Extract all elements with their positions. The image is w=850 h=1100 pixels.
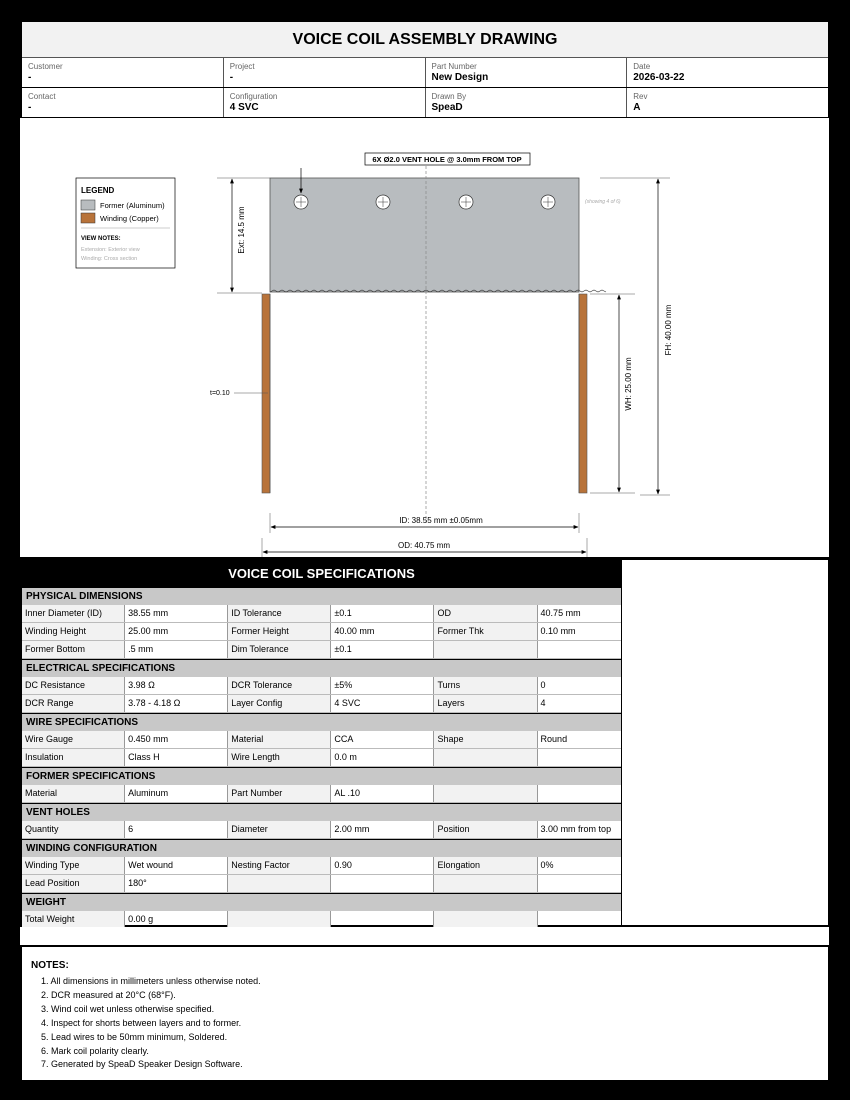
spec-label: Inner Diameter (ID) [22, 605, 125, 622]
spec-section-header: WIRE SPECIFICATIONS [22, 713, 621, 731]
spec-label [434, 749, 537, 766]
spec-label: Wire Length [228, 749, 331, 766]
vent-hole [541, 195, 555, 209]
spec-label: Turns [434, 677, 537, 694]
drawn-by-cell [426, 88, 628, 117]
spec-section-header: VENT HOLES [22, 803, 621, 821]
legend-winding-swatch [81, 213, 95, 223]
spec-value: 4 SVC [331, 695, 434, 712]
spec-value: CCA [331, 731, 434, 748]
spec-label: Elongation [434, 857, 537, 874]
specifications-title: VOICE COIL SPECIFICATIONS [22, 560, 621, 587]
voice-coil-drawing [20, 118, 829, 557]
info-value: 4 SVC [229, 102, 259, 113]
info-label: Contact [28, 92, 56, 101]
spec-label: Winding Height [22, 623, 125, 640]
spec-label: Quantity [22, 821, 125, 838]
spec-value: Aluminum [125, 785, 228, 802]
spec-label: Nesting Factor [228, 857, 331, 874]
spec-label: Position [434, 821, 537, 838]
winding-left [262, 294, 270, 493]
spec-value: 0 [540, 680, 546, 690]
info-value: - [229, 72, 234, 83]
contact-cell [22, 88, 224, 117]
note-item: 1. All dimensions in millimeters unless otherwise noted. [41, 976, 261, 986]
spec-value [538, 911, 621, 928]
table-row [22, 749, 621, 767]
info-row-2 [22, 88, 828, 117]
winding-right [579, 294, 587, 493]
note-item: 7. Generated by SpeaD Speaker Design Software. [41, 1059, 243, 1070]
spec-value [538, 785, 621, 802]
note-item: 3. Wind coil wet unless otherwise specified. [41, 1003, 215, 1014]
spec-value: 0% [540, 860, 554, 870]
spec-value: ±5% [331, 677, 434, 694]
vent-callout: 6X Ø2.0 VENT HOLE @ 3.0mm FROM TOP [372, 155, 522, 164]
spec-value: 3.00 mm from top [540, 824, 612, 834]
spec-value: 2.00 mm [331, 821, 434, 838]
spec-section-header: ELECTRICAL SPECIFICATIONS [22, 659, 621, 677]
spec-label: ID Tolerance [228, 605, 331, 622]
legend-former-label: Former (Aluminum) [100, 201, 165, 210]
note-item: 2. DCR measured at 20°C (68°F). [41, 989, 176, 1000]
spec-label: Part Number [228, 785, 331, 802]
spec-label: Winding Type [22, 857, 125, 874]
spec-label: DCR Range [22, 695, 125, 712]
spec-label: Total Weight [22, 911, 125, 928]
spec-value: 0.10 mm [540, 626, 576, 636]
legend-winding-label: Winding (Copper) [100, 214, 159, 223]
info-value: A [633, 102, 641, 113]
notes-panel [22, 947, 828, 1080]
part-number-cell [426, 58, 628, 87]
former-extension [270, 178, 579, 292]
spec-value: 180° [125, 875, 228, 892]
spec-section-header: WINDING CONFIGURATION [22, 839, 621, 857]
spec-label: Former Height [228, 623, 331, 640]
info-value: - [28, 72, 32, 83]
spec-value: 0.90 [331, 857, 434, 874]
spec-label: DCR Tolerance [228, 677, 331, 694]
spec-value [331, 875, 434, 892]
spec-label [434, 911, 537, 928]
spec-label: Shape [434, 731, 537, 748]
separator-band [20, 927, 829, 945]
vent-hole [376, 195, 390, 209]
spec-value: 25.00 mm [125, 623, 228, 640]
spec-value: 38.55 mm [125, 605, 228, 622]
spec-value: .5 mm [125, 641, 228, 658]
notes-list [31, 975, 261, 1072]
spec-value [538, 749, 621, 766]
spec-value: Round [540, 734, 568, 744]
spec-value: 0.00 g [125, 911, 228, 928]
project-cell [224, 58, 426, 87]
table-row [22, 695, 621, 713]
spec-value: AL .10 [331, 785, 434, 802]
table-row [22, 875, 621, 893]
info-value: New Design [431, 72, 489, 83]
spec-value [538, 875, 621, 892]
spec-value: 40.00 mm [331, 623, 434, 640]
table-row [22, 785, 621, 803]
notes-title: NOTES: [31, 960, 69, 971]
spec-value: Wet wound [125, 857, 228, 874]
spec-value: ±0.1 [331, 605, 434, 622]
spec-label: Former Thk [434, 623, 537, 640]
spec-label: OD [434, 605, 537, 622]
configuration-cell [224, 88, 426, 117]
spec-label: Material [22, 785, 125, 802]
page-title: VOICE COIL ASSEMBLY DRAWING [22, 22, 828, 58]
info-label: Part Number [431, 62, 477, 71]
spec-label: Insulation [22, 749, 125, 766]
spec-label [434, 641, 537, 658]
table-row [22, 857, 621, 875]
drawing-area [20, 118, 829, 557]
rev-cell [627, 88, 828, 117]
spec-value: Class H [125, 749, 228, 766]
spec-label [434, 785, 537, 802]
specifications-side-panel [622, 560, 828, 925]
table-row [22, 605, 621, 623]
legend-note-2: Winding: Cross section [81, 256, 138, 262]
info-label: Date [633, 62, 651, 71]
od-label: OD: 40.75 mm [397, 541, 451, 550]
specifications-body [22, 587, 621, 929]
info-label: Configuration [229, 92, 278, 101]
spec-label: Layers [434, 695, 537, 712]
spec-section-header: PHYSICAL DIMENSIONS [22, 587, 621, 605]
info-value: - [28, 102, 32, 113]
info-value: SpeaD [431, 102, 463, 113]
spec-label: Lead Position [22, 875, 125, 892]
spec-label [228, 911, 331, 928]
spec-value: 0.450 mm [125, 731, 228, 748]
id-label: ID: 38.55 mm ±0.05mm [399, 516, 483, 525]
spec-value: 0.0 m [331, 749, 434, 766]
legend-notes-title: VIEW NOTES: [81, 236, 121, 242]
spec-label [434, 875, 537, 892]
note-item: 5. Lead wires to be 50mm minimum, Soldered. [41, 1031, 228, 1042]
table-row [22, 677, 621, 695]
customer-cell [22, 58, 224, 87]
legend-former-swatch [81, 200, 95, 210]
spec-value: 40.75 mm [540, 608, 581, 618]
info-label: Drawn By [431, 92, 467, 101]
spec-label: Dim Tolerance [228, 641, 331, 658]
spec-label: Wire Gauge [22, 731, 125, 748]
table-row [22, 623, 621, 641]
info-label: Customer [28, 62, 63, 71]
spec-value: 6 [125, 821, 228, 838]
info-value: 2026-03-22 [633, 72, 685, 83]
table-row [22, 731, 621, 749]
vent-hole [294, 195, 308, 209]
spec-label: Diameter [228, 821, 331, 838]
info-row-1 [22, 58, 828, 87]
spec-value [331, 911, 434, 928]
fh-label: FH: 40.00 mm [664, 304, 673, 356]
spec-value: ±0.1 [331, 641, 434, 658]
legend-title: LEGEND [81, 186, 115, 195]
legend-note-1: Extension: Exterior view [81, 247, 140, 253]
spec-label: Layer Config [228, 695, 331, 712]
note-item: 4. Inspect for shorts between layers and to former. [41, 1017, 242, 1028]
spec-label: DC Resistance [22, 677, 125, 694]
spec-value [538, 641, 621, 658]
table-row [22, 821, 621, 839]
thickness-label: t=0.10 [210, 390, 230, 397]
spec-section-header: WEIGHT [22, 893, 621, 911]
spec-value: 3.78 - 4.18 Ω [125, 695, 228, 712]
spec-section-header: FORMER SPECIFICATIONS [22, 767, 621, 785]
specifications-table [22, 560, 621, 925]
spec-label [228, 875, 331, 892]
info-label: Project [229, 62, 255, 71]
spec-value: 3.98 Ω [125, 677, 228, 694]
date-cell [627, 58, 828, 87]
spec-label: Former Bottom [22, 641, 125, 658]
spec-label: Material [228, 731, 331, 748]
showing-note: (showing 4 of 6) [585, 199, 621, 205]
ext-label: Ext: 14.5 mm [237, 206, 246, 254]
vent-hole [459, 195, 473, 209]
wh-label: WH: 25.00 mm [624, 357, 633, 411]
table-row [22, 641, 621, 659]
spec-value: 4 [540, 698, 546, 708]
note-item: 6. Mark coil polarity clearly. [41, 1045, 149, 1056]
info-label: Rev [633, 92, 648, 101]
